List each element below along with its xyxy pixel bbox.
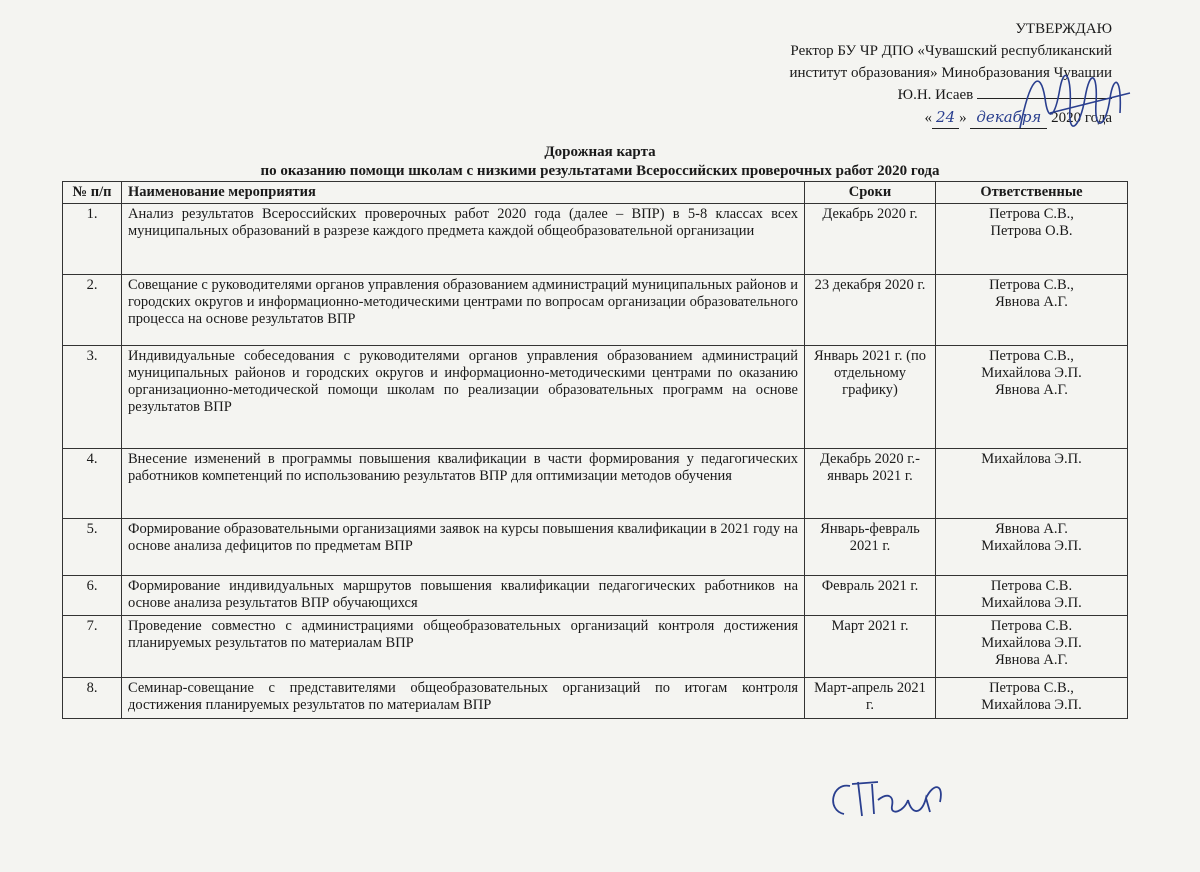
responsible-person: Петрова С.В., xyxy=(989,348,1074,364)
row-num: 5. xyxy=(63,519,122,576)
table-row xyxy=(63,616,1128,678)
responsible-person: Петрова С.В., xyxy=(989,680,1074,696)
responsible-person: Петрова С.В. xyxy=(990,578,1073,594)
responsible-person: Петрова С.В., xyxy=(989,277,1074,293)
row-responsible xyxy=(936,678,1128,719)
row-responsible xyxy=(936,275,1128,346)
approval-heading: УТВЕРЖДАЮ xyxy=(1015,21,1112,37)
row-activity: Проведение совместно с администрациями общеобразовательных организаций контроля достижения планируемых результатов по материалам ВПР xyxy=(122,616,805,678)
row-activity: Совещание с руководителями органов управления образованием администраций муниципальных районов и городских округов и информационно-методическими центрами по вопросам организации образовательного процесса на основе результатов ВПР xyxy=(122,275,805,346)
document-title: Дорожная карта xyxy=(544,144,656,160)
row-num: 2. xyxy=(63,275,122,346)
responsible-person: Михайлова Э.П. xyxy=(981,697,1082,713)
row-responsible xyxy=(936,204,1128,275)
row-activity: Внесение изменений в программы повышения квалификации в части формирования у педагогических работников компетенций по использованию результатов ВПР для оптимизации методов обучения xyxy=(122,449,805,519)
header-num: № п/п xyxy=(63,182,122,204)
approval-signature xyxy=(822,772,952,824)
header-name: Наименование мероприятия xyxy=(122,182,805,204)
responsible-person: Явнова А.Г. xyxy=(995,294,1068,310)
table-row xyxy=(63,204,1128,275)
table-row xyxy=(63,576,1128,616)
responsible-person: Петрова С.В. xyxy=(990,618,1073,634)
row-term: Декабрь 2020 г.- январь 2021 г. xyxy=(805,449,936,519)
approval-position-line-2: институт образования» Минобразования Чувашии xyxy=(789,65,1112,81)
row-responsible xyxy=(936,449,1128,519)
quote-close: » xyxy=(959,110,967,126)
responsible-person: Михайлова Э.П. xyxy=(981,451,1082,467)
responsible-person: Явнова А.Г. xyxy=(995,652,1068,668)
responsible-person: Михайлова Э.П. xyxy=(981,365,1082,381)
table-header-row xyxy=(63,182,1128,204)
row-num: 4. xyxy=(63,449,122,519)
row-num: 3. xyxy=(63,346,122,449)
table-row xyxy=(63,519,1128,576)
row-term: 23 декабря 2020 г. xyxy=(805,275,936,346)
responsible-person: Явнова А.Г. xyxy=(995,382,1068,398)
responsible-person: Петрова С.В., xyxy=(989,206,1074,222)
row-term: Февраль 2021 г. xyxy=(805,576,936,616)
date-month: декабря xyxy=(970,106,1047,129)
document-subtitle: по оказанию помощи школам с низкими результатами Всероссийских проверочных работ 2020 года xyxy=(260,163,940,179)
row-num: 6. xyxy=(63,576,122,616)
document-title-block xyxy=(0,143,1200,181)
row-term: Январь-февраль 2021 г. xyxy=(805,519,936,576)
row-num: 7. xyxy=(63,616,122,678)
row-term: Март-апрель 2021 г. xyxy=(805,678,936,719)
table-row xyxy=(63,275,1128,346)
row-num: 8. xyxy=(63,678,122,719)
row-term: Январь 2021 г. (по отдельному графику) xyxy=(805,346,936,449)
table-row xyxy=(63,346,1128,449)
row-responsible xyxy=(936,519,1128,576)
roadmap-table xyxy=(62,181,1128,719)
responsible-person: Михайлова Э.П. xyxy=(981,595,1082,611)
row-activity: Анализ результатов Всероссийских проверочных работ 2020 года (далее – ВПР) в 5-8 классах всех муниципальных образований в разрезе каждого предмета каждой общеобразовательной организации xyxy=(122,204,805,275)
date-year: 2020 года xyxy=(1051,110,1112,126)
row-responsible xyxy=(936,576,1128,616)
quote-open: « xyxy=(924,110,933,126)
header-responsible: Ответственные xyxy=(936,182,1128,204)
row-activity: Формирование индивидуальных маршрутов повышения квалификации педагогических работников на основе анализа результатов ВПР обучающихся xyxy=(122,576,805,616)
responsible-person: Петрова О.В. xyxy=(990,223,1073,239)
approval-signer: Ю.Н. Исаев xyxy=(897,87,974,103)
row-activity: Формирование образовательными организациями заявок на курсы повышения квалификации в 2021 году на основе анализа дефицитов по предметам ВПР xyxy=(122,519,805,576)
row-activity: Семинар-совещание с представителями общеобразовательных организаций по итогам контроля достижения планируемых результатов по материалам ВПР xyxy=(122,678,805,719)
responsible-person: Михайлова Э.П. xyxy=(981,635,1082,651)
responsible-person: Явнова А.Г. xyxy=(995,521,1068,537)
header-term: Сроки xyxy=(805,182,936,204)
table-row xyxy=(63,449,1128,519)
row-term: Декабрь 2020 г. xyxy=(805,204,936,275)
date-day: 24 xyxy=(932,106,959,129)
row-term: Март 2021 г. xyxy=(805,616,936,678)
row-num: 1. xyxy=(63,204,122,275)
rector-signature xyxy=(1010,58,1140,148)
approval-position-line-1: Ректор БУ ЧР ДПО «Чувашский республиканский xyxy=(790,43,1112,59)
responsible-person: Михайлова Э.П. xyxy=(981,538,1082,554)
row-activity: Индивидуальные собеседования с руководителями органов управления образованием администраций муниципальных районов и городских округов и информационно-методическими центрами по оказанию организационно-методической помощи школам по реализации образовательных программ на основе результатов ВПР xyxy=(122,346,805,449)
table-row xyxy=(63,678,1128,719)
row-responsible xyxy=(936,616,1128,678)
row-responsible xyxy=(936,346,1128,449)
